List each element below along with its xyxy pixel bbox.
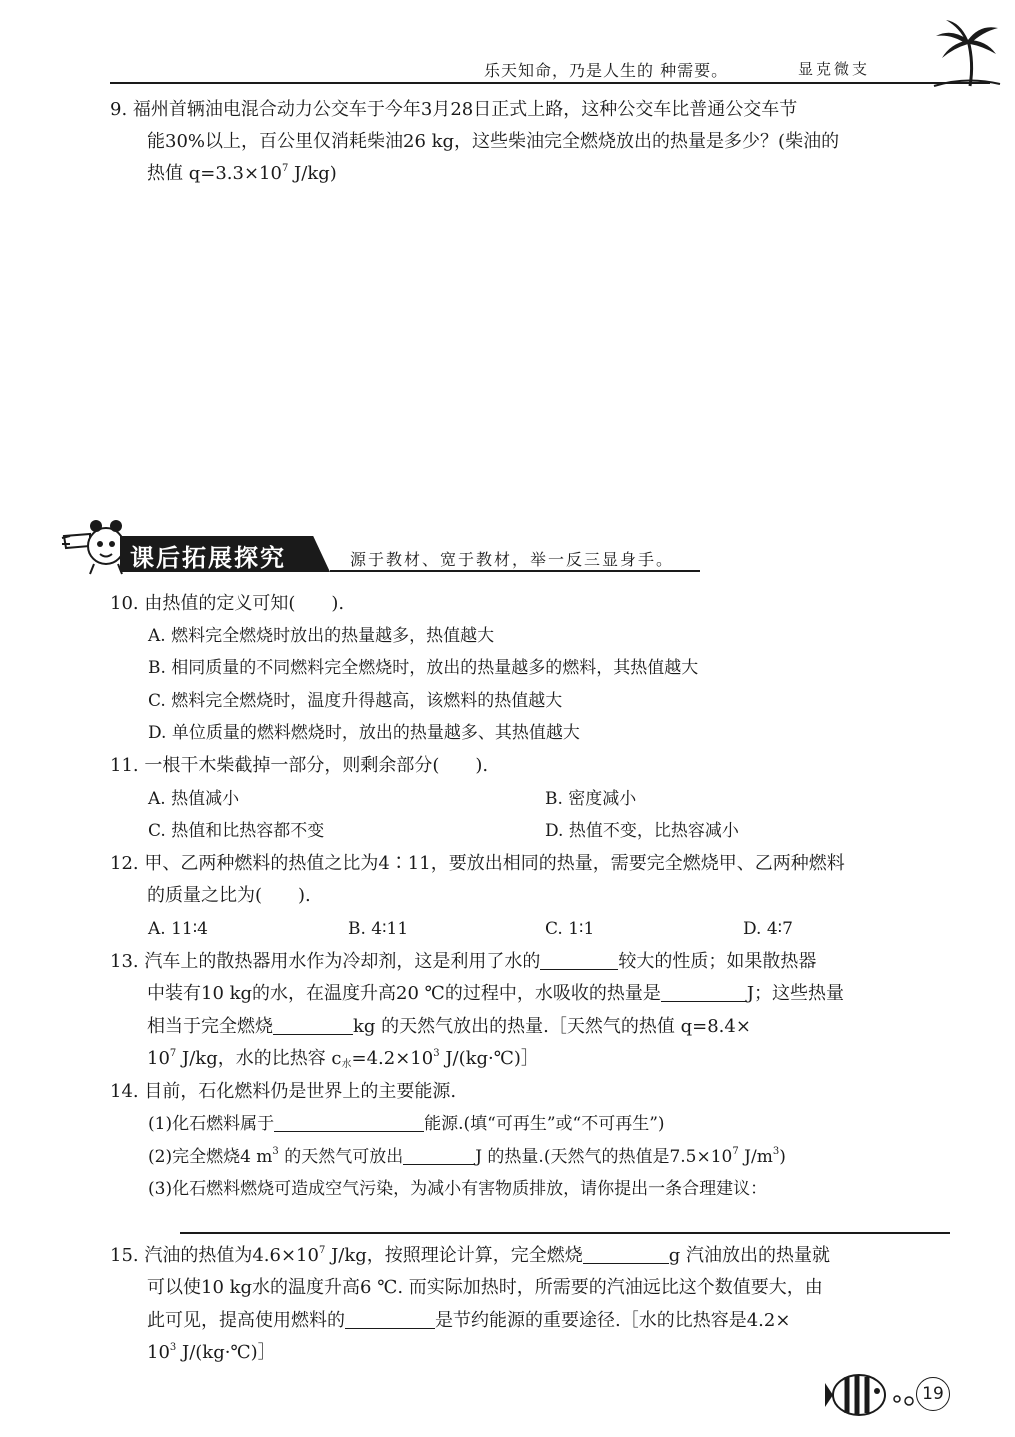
q13-line-1: 13. 汽车上的散热器用水作为冷却剂，这是利用了水的 较大的性质；如果散热器 bbox=[110, 951, 817, 972]
q15-line-1: 15. 汽油的热值为$4.6\times 10^7$ J/kg，按照理论计算，完全燃烧 g 汽油放出的热量就 bbox=[110, 1245, 831, 1266]
q12-option-c: C. 1∶1 bbox=[545, 919, 595, 939]
section-title: 课后拓展探究 bbox=[130, 544, 286, 572]
q13-blank-3[interactable] bbox=[273, 1014, 353, 1035]
q14-stem: 14. 目前，石化燃料仍是世界上的主要能源. bbox=[110, 1081, 457, 1102]
q13-line-3: 相当于完全燃烧 kg 的天然气放出的热量.［天然气的热值 q=8.4× bbox=[147, 1016, 751, 1037]
q15-blank-2[interactable] bbox=[345, 1308, 435, 1329]
q12-line-2: 的质量之比为( ). bbox=[147, 885, 311, 906]
q15-line-4: $10^3$ J/(kg·℃)］ bbox=[147, 1342, 276, 1363]
section-rule bbox=[330, 570, 700, 572]
q12-option-a: A. 11∶4 bbox=[148, 919, 208, 939]
q15-line-3: 此可见，提高使用燃料的 是节约能源的重要途径.［水的比热容是4.2× bbox=[147, 1310, 791, 1331]
palm-tree-icon bbox=[930, 18, 1002, 88]
q11-option-b: B. 密度减小 bbox=[545, 789, 637, 809]
header-motto: 乐天知命，乃是人生的 种需要。 bbox=[484, 61, 729, 80]
q14-part-1: (1)化石燃料属于 能源.(填“可再生”或“不可再生”) bbox=[148, 1108, 665, 1140]
q11-option-d: D. 热值不变，比热容减小 bbox=[545, 821, 739, 841]
q13-blank-2[interactable] bbox=[661, 981, 747, 1002]
q11-stem: 11. 一根干木柴截掉一部分，则剩余部分( ). bbox=[110, 755, 489, 776]
q10-stem: 10. 由热值的定义可知( ). bbox=[110, 593, 345, 614]
q10-option-d: D. 单位质量的燃料燃烧时，放出的热量越多、其热值越大 bbox=[148, 723, 580, 743]
q10-option-b: B. 相同质量的不同燃料完全燃烧时，放出的热量越多的燃料，其热值越大 bbox=[148, 658, 699, 678]
q12-option-b: B. 4∶11 bbox=[348, 919, 409, 939]
q9-line-2: 能30%以上，百公里仅消耗柴油26 kg，这些柴油完全燃烧放出的热量是多少？(柴油的 bbox=[147, 131, 840, 152]
header-rule bbox=[110, 82, 990, 84]
page-number: 19 bbox=[916, 1377, 950, 1411]
q12-line-1: 12. 甲、乙两种燃料的热值之比为4∶11，要放出相同的热量，需要完全燃烧甲、乙两种燃料 bbox=[110, 853, 845, 874]
q15-blank-1[interactable] bbox=[583, 1243, 669, 1264]
q9-line-3: 热值 $q=3.3\times 10^7$ J/kg) bbox=[147, 163, 337, 184]
q14-part-2: (2)完全燃烧4 $m^3$ 的天然气可放出 J 的热量.(天然气的热值是$7.5\times 10^7$ $J/m^3$) bbox=[148, 1146, 786, 1167]
q13-blank-1[interactable] bbox=[540, 949, 618, 970]
q14-part-3: (3)化石燃料燃烧可造成空气污染，为减小有害物质排放，请你提出一条合理建议： bbox=[148, 1179, 768, 1199]
q13-line-2: 中装有10 kg的水，在温度升高20 ℃的过程中，水吸收的热量是 J；这些热量 bbox=[147, 983, 845, 1004]
section-subtitle: 源于教材、宽于教材，举一反三显身手。 bbox=[350, 550, 675, 569]
question-9 bbox=[110, 94, 950, 190]
q15-line-2: 可以使10 kg水的温度升高6 ℃. 而实际加热时，所需要的汽油远比这个数值要大，由 bbox=[147, 1277, 823, 1298]
q10-option-c: C. 燃料完全燃烧时，温度升得越高，该燃料的热值越大 bbox=[148, 691, 563, 711]
q14-blank-2[interactable] bbox=[403, 1144, 475, 1165]
q10-option-a: A. 燃料完全燃烧时放出的热量越多，热值越大 bbox=[148, 626, 495, 646]
q9-line-1: 9. 福州首辆油电混合动力公交车于今年3月28日正式上路，这种公交车比普通公交车节 bbox=[110, 99, 798, 120]
header-author: 显克微支 bbox=[798, 60, 871, 78]
q14-blank-1[interactable] bbox=[274, 1111, 424, 1132]
q12-option-d: D. 4∶7 bbox=[743, 919, 793, 939]
fish-icon bbox=[825, 1365, 920, 1421]
q11-option-c: C. 热值和比热容都不变 bbox=[148, 821, 325, 841]
q13-line-4: $10^7$ J/kg，水的比热容 $c_水=4.2\times 10^3$ J/(kg·℃)］ bbox=[147, 1048, 539, 1070]
q14-answer-line[interactable] bbox=[180, 1232, 950, 1234]
q11-option-a: A. 热值减小 bbox=[148, 789, 240, 809]
